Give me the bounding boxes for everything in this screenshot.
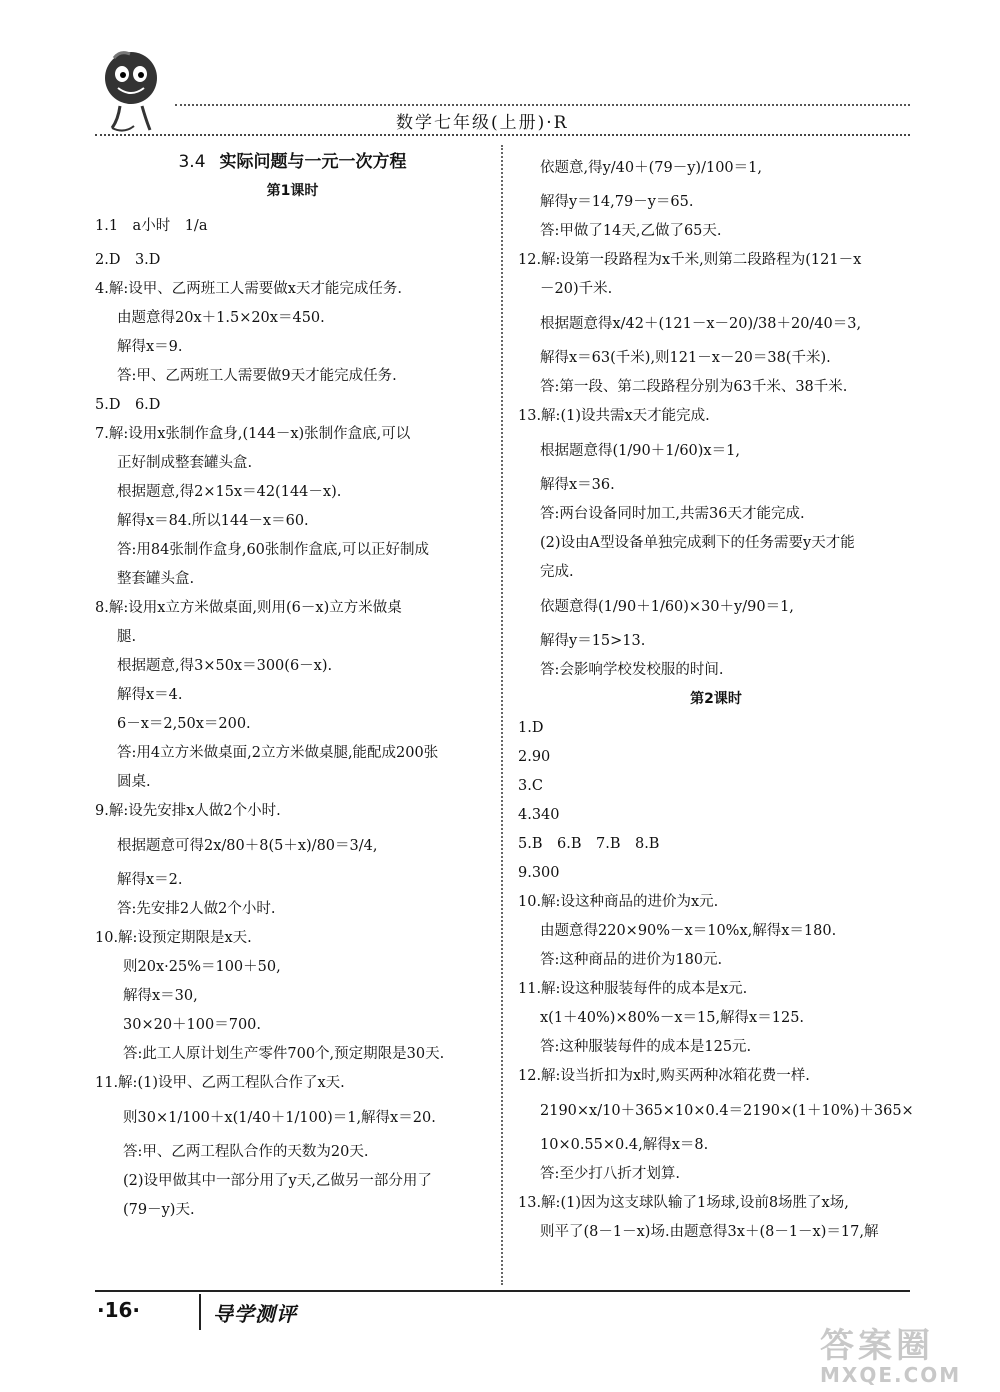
page-header	[0, 0, 1000, 165]
answer-line: 答:此工人原计划生产零件700个,预定期限是30天.	[123, 1046, 445, 1062]
footer-brand: 导学测评	[213, 1302, 297, 1326]
mascot-logo-icon	[100, 48, 162, 138]
answer-line: 3.C	[518, 778, 543, 794]
answer-line: 解得x＝9.	[117, 339, 183, 355]
answer-line: 解得x＝4.	[117, 687, 183, 703]
answer-line: 解得x＝2.	[117, 872, 183, 888]
section-number: 3.4	[178, 152, 206, 172]
answer-line: 解得x＝84.所以144－x＝60.	[117, 513, 309, 529]
answer-line: 答:用84张制作盒身,60张制作盒底,可以正好制成	[117, 542, 430, 558]
answer-line: 2190×x/10＋365×10×0.4＝2190×(1＋10%)＋365×	[540, 1103, 914, 1119]
answer-line: 答:甲、乙两班工人需要做9天才能完成任务.	[117, 368, 397, 384]
answer-line: 10×0.55×0.4,解得x＝8.	[540, 1137, 709, 1153]
watermark-bottom-text: MXQE.COM	[820, 1363, 962, 1387]
answer-line: 答:第一段、第二段路程分别为63千米、38千米.	[540, 379, 848, 395]
section-title	[95, 148, 490, 177]
answer-line: 解得x＝63(千米),则121－x－20＝38(千米).	[540, 350, 831, 366]
answer-line: 答:会影响学校发校服的时间.	[540, 662, 724, 678]
answer-line: 答:用4立方米做桌面,2立方米做桌腿,能配成200张	[117, 745, 439, 761]
answer-line: 根据题意得(1/90＋1/60)x＝1,	[540, 443, 740, 459]
answer-line: 整套罐头盒.	[117, 571, 195, 587]
answer-line: 2.D 3.D	[95, 252, 161, 268]
answer-line: 依题意,得y/40＋(79－y)/100＝1,	[540, 160, 762, 176]
answer-line: 2.90	[518, 749, 551, 765]
answer-line: 9.解:设先安排x人做2个小时.	[95, 803, 281, 819]
answer-line: 根据题意可得2x/80＋8(5＋x)/80＝3/4,	[117, 838, 378, 854]
answer-line: 1.D	[518, 720, 544, 736]
header-title: 数学七年级(上册)·R	[396, 113, 569, 133]
answer-line: 10.解:设这种商品的进价为x元.	[518, 894, 719, 910]
column-divider	[501, 145, 503, 1285]
footer-separator	[199, 1294, 201, 1330]
answer-line: 圆桌.	[117, 774, 151, 790]
right-column	[518, 148, 914, 1247]
header-divider	[95, 134, 910, 136]
page-number: ·16·	[97, 1298, 141, 1322]
answer-line: 正好制成整套罐头盒.	[117, 455, 253, 471]
answer-line: 解得y＝15>13.	[540, 633, 646, 649]
answer-line: 1.1 a小时 1/a	[95, 218, 208, 234]
watermark-top-text: 答案圈	[820, 1326, 934, 1366]
answer-line: 30×20＋100＝700.	[123, 1017, 262, 1033]
answer-line: (2)设由A型设备单独完成剩下的任务需要y天才能	[540, 535, 855, 551]
answer-line: 则20x·25%＝100＋50,	[123, 959, 281, 975]
header-dotted-rule	[175, 104, 910, 106]
answer-line: 答:甲、乙两工程队合作的天数为20天.	[123, 1144, 369, 1160]
answer-line: 答:这种服装每件的成本是125元.	[540, 1039, 752, 1055]
answer-line: 根据题意得x/42＋(121－x－20)/38＋20/40＝3,	[540, 316, 862, 332]
answer-line: 答:至少打八折才划算.	[540, 1166, 680, 1182]
answer-line: 7.解:设用x张制作盒身,(144－x)张制作盒底,可以	[95, 426, 411, 442]
answer-line: 13.解:(1)设共需x天才能完成.	[518, 408, 710, 424]
answer-line: 由题意得220×90%－x＝10%x,解得x＝180.	[540, 923, 837, 939]
answer-line: 由题意得20x＋1.5×20x＝450.	[117, 310, 325, 326]
answer-line: 5.B 6.B 7.B 8.B	[518, 836, 660, 852]
answer-line: 12.解:设第一段路程为x千米,则第二段路程为(121－x	[518, 252, 862, 268]
section-title-text: 实际问题与一元一次方程	[219, 152, 407, 172]
answer-line: x(1＋40%)×80%－x＝15,解得x＝125.	[540, 1010, 805, 1026]
answer-line: 4.340	[518, 807, 560, 823]
answer-line: －20)千米.	[540, 281, 613, 297]
answer-line: 则平了(8－1－x)场.由题意得3x＋(8－1－x)＝17,解	[540, 1224, 879, 1240]
answer-line: 根据题意,得2×15x＝42(144－x).	[117, 484, 342, 500]
answer-line: 解得x＝36.	[540, 477, 615, 493]
answer-line: 9.300	[518, 865, 560, 881]
answer-line: 8.解:设用x立方米做桌面,则用(6－x)立方米做桌	[95, 600, 402, 616]
page-footer	[95, 1290, 910, 1336]
answer-line: 答:这种商品的进价为180元.	[540, 952, 723, 968]
answer-line: 根据题意,得3×50x＝300(6－x).	[117, 658, 333, 674]
answer-line: 答:两台设备同时加工,共需36天才能完成.	[540, 506, 805, 522]
answer-line: 5.D 6.D	[95, 397, 161, 413]
answer-line: 答:先安排2人做2个小时.	[117, 901, 276, 917]
answer-line: 11.解:设这种服装每件的成本是x元.	[518, 981, 748, 997]
answer-line: 10.解:设预定期限是x天.	[95, 930, 252, 946]
lesson-1-title: 第1课时	[266, 183, 319, 199]
answer-line: 完成.	[540, 564, 574, 580]
answer-line: 13.解:(1)因为这支球队输了1场球,设前8场胜了x场,	[518, 1195, 849, 1211]
answer-line: 答:甲做了14天,乙做了65天.	[540, 223, 722, 239]
watermark-logo	[820, 1318, 970, 1387]
answer-line: (2)设甲做其中一部分用了y天,乙做另一部分用了	[123, 1173, 432, 1189]
answer-line: (79－y)天.	[123, 1202, 195, 1218]
lesson-2-title: 第2课时	[690, 691, 742, 707]
left-column	[95, 148, 490, 1225]
answer-line: 解得y＝14,79－y＝65.	[540, 194, 694, 210]
answer-line: 则30×1/100＋x(1/40＋1/100)＝1,解得x＝20.	[123, 1110, 436, 1126]
answer-line: 4.解:设甲、乙两班工人需要做x天才能完成任务.	[95, 281, 403, 297]
answer-line: 依题意得(1/90＋1/60)×30＋y/90＝1,	[540, 599, 794, 615]
answer-line: 解得x＝30,	[123, 988, 198, 1004]
answer-line: 11.解:(1)设甲、乙两工程队合作了x天.	[95, 1075, 345, 1091]
answer-line: 12.解:设当折扣为x时,购买两种冰箱花费一样.	[518, 1068, 810, 1084]
answer-line: 腿.	[117, 629, 137, 645]
answer-line: 6－x＝2,50x＝200.	[117, 716, 251, 732]
